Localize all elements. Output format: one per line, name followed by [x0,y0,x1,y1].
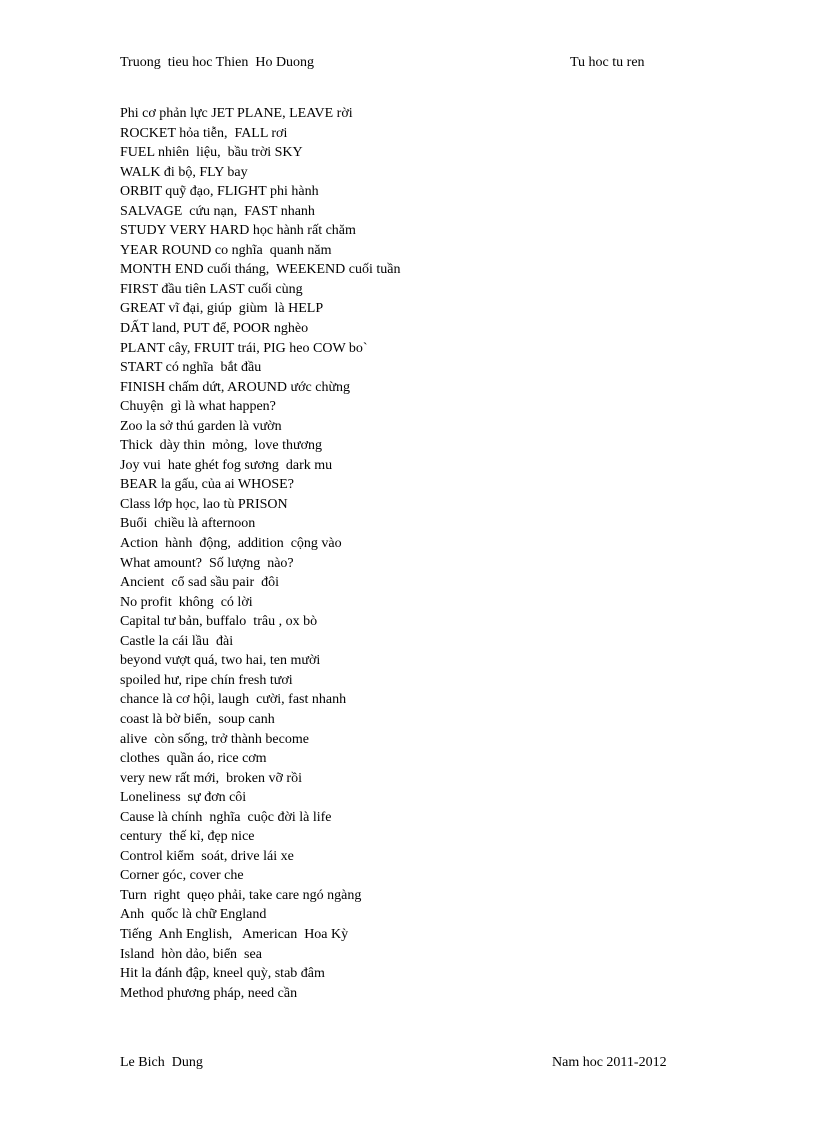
poem-line: Loneliness sự đơn côi [120,790,247,806]
poem-line: Hit la đánh đập, kneel quỳ, stab đâm [120,966,325,982]
poem-line: FIRST đầu tiên LAST cuối cùng [120,281,303,297]
poem-line: spoiled hư, ripe chín fresh tươi [120,672,293,688]
poem-line: START có nghĩa bắt đầu [120,360,262,376]
poem-line: Control kiểm soát, drive lái xe [120,848,294,864]
footer-school-year: Nam hoc 2011-2012 [552,1055,667,1070]
vocabulary-poem [120,104,720,1003]
poem-line: Corner góc, cover che [120,868,244,884]
poem-line: SALVAGE cứu nạn, FAST nhanh [120,203,315,219]
poem-line: YEAR ROUND co nghĩa quanh năm [120,242,332,258]
poem-line: Cause là chính nghĩa cuộc đời là life [120,809,332,825]
poem-line: GREAT vĩ đại, giúp giùm là HELP [120,301,324,317]
poem-line: PLANT cây, FRUIT trái, PIG heo COW bo` [120,340,368,356]
poem-line: Tiếng Anh English, American Hoa Kỳ [120,926,349,942]
poem-line: Buổi chiều là afternoon [120,516,256,532]
poem-line: clothes quần áo, rice cơm [120,751,267,767]
footer-author: Le Bich Dung [120,1055,203,1070]
poem-line: STUDY VERY HARD học hành rất chăm [120,223,356,239]
poem-line: Island hòn dảo, biển sea [120,946,262,962]
poem-line: Joy vui hate ghét fog sương dark mu [120,457,333,473]
poem-line: BEAR la gấu, của ai WHOSE? [120,477,294,493]
poem-line: ROCKET hỏa tiễn, FALL rơi [120,125,288,141]
poem-line: Action hành động, addition cộng vào [120,536,342,552]
header-subtitle: Tu hoc tu ren [570,55,645,70]
poem-line: What amount? Số lượng nào? [120,555,294,571]
poem-line: Ancient cổ sad sầu pair đôi [120,575,280,591]
poem-line: Zoo la sở thú garden là vườn [120,418,282,434]
header-school-name: Truong tieu hoc Thien Ho Duong [120,55,315,70]
poem-line: Anh quốc là chữ England [120,907,267,923]
poem-line: Phi cơ phản lực JET PLANE, LEAVE rời [120,106,353,121]
poem-line: Class lớp học, lao tù PRISON [120,496,288,512]
poem-line: very new rất mới, broken vỡ rồi [120,770,302,786]
poem-line: DẤT land, PUT để, POOR nghèo [120,321,309,337]
poem-line: WALK đi bộ, FLY bay [120,164,248,180]
poem-line: Turn right quẹo phải, take care ngó ngàng [120,887,362,903]
poem-line: Thick dày thin mỏng, love thương [120,438,323,454]
poem-line: Method phương pháp, need cần [120,985,298,1001]
poem-line: alive còn sống, trở thành become [120,731,309,747]
poem-line: coast là bờ biển, soup canh [120,711,275,727]
poem-line: Capital tư bản, buffalo trâu , ox bò [120,614,318,630]
poem-line: ORBIT quỹ đạo, FLIGHT phi hành [120,184,319,200]
poem-line: century thế kỉ, đẹp nice [120,829,255,845]
poem-line: Chuyện gì là what happen? [120,399,276,415]
poem-line: No profit không có lời [120,594,253,610]
poem-line: chance là cơ hội, laugh cười, fast nhanh [120,692,347,708]
poem-line: FINISH chấm dứt, AROUND ước chừng [120,379,351,395]
poem-line: beyond vượt quá, two hai, ten mười [120,653,321,669]
poem-line: FUEL nhiên liệu, bầu trời SKY [120,145,303,161]
poem-line: MONTH END cuối tháng, WEEKEND cuối tuần [120,262,401,278]
poem-line: Castle la cái lầu đài [120,633,234,649]
